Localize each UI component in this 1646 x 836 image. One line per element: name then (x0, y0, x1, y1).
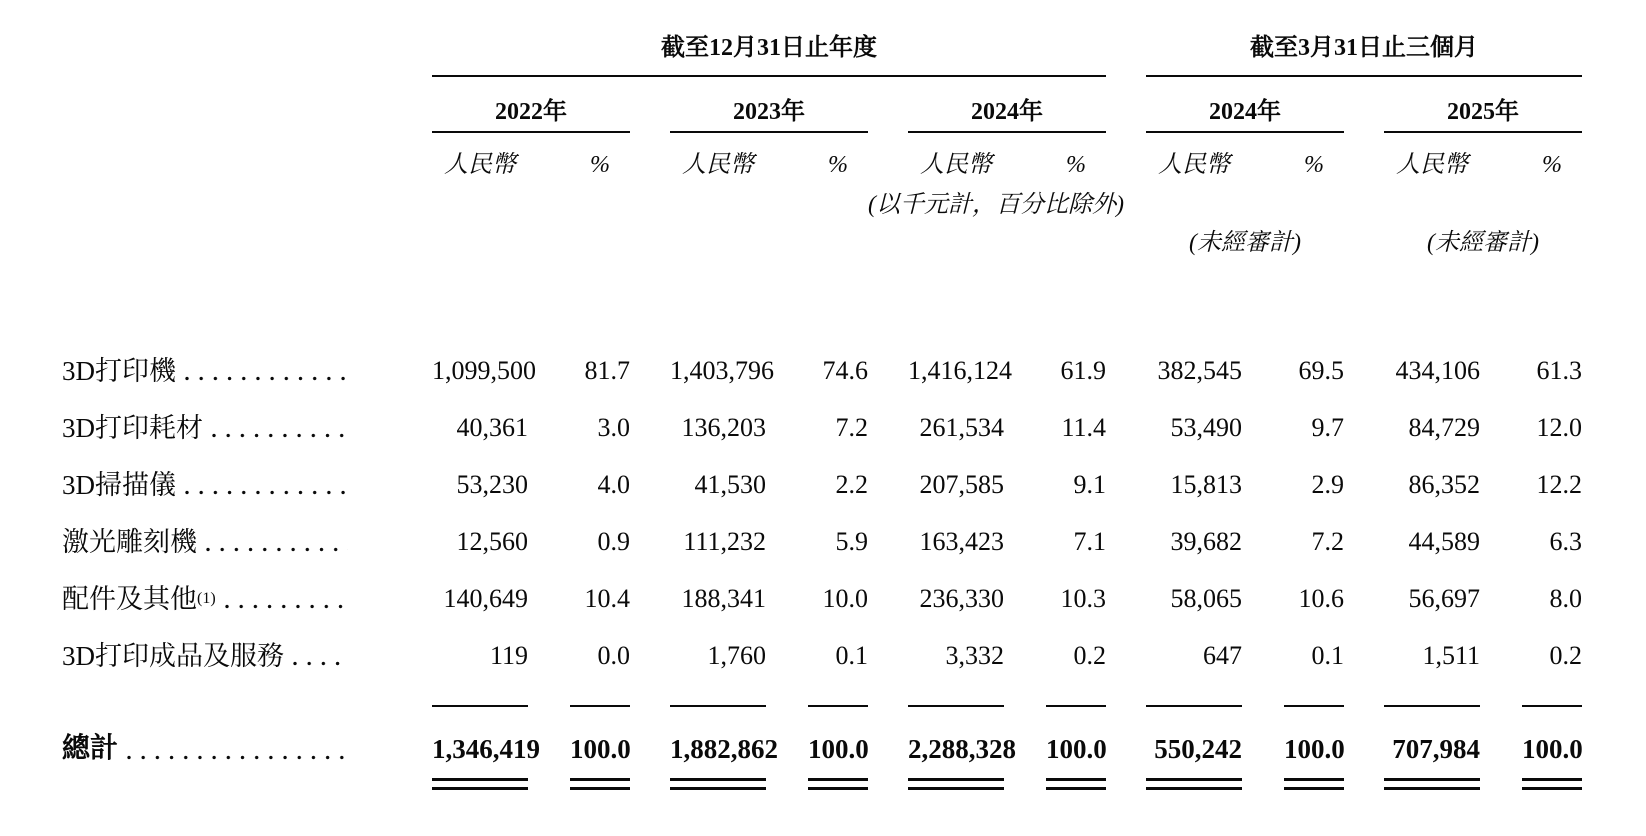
year-header: 2024年 (1146, 97, 1344, 133)
currency-header: 人民幣 (682, 152, 754, 178)
cell-percent: 6.3 (1549, 527, 1582, 556)
cell-value: 382,545 (1157, 356, 1242, 385)
rule (1384, 705, 1480, 707)
percent-header: % (590, 152, 610, 178)
cell-percent: 2.2 (835, 470, 868, 499)
cell-value: 1,416,124 (908, 356, 1012, 385)
period-header-annual: 截至12月31日止年度 (432, 33, 1106, 77)
currency-header: 人民幣 (1396, 152, 1468, 178)
unaudited-note: (未經審計) (1427, 230, 1539, 256)
row-label: 配件及其他 (62, 584, 197, 614)
cell-percent: 0.2 (1073, 641, 1106, 670)
total-label: 總計 (62, 733, 119, 764)
table-row (62, 356, 1646, 386)
units-note-row (62, 190, 1646, 220)
row-label: 激光雕刻機 (62, 527, 197, 557)
rule (1046, 705, 1106, 707)
cell-percent: 61.3 (1536, 356, 1582, 385)
footnote-ref: (1) (197, 590, 216, 607)
total-percent: 100.0 (808, 734, 869, 764)
dot-leader (185, 376, 348, 381)
total-value: 707,984 (1392, 734, 1480, 764)
cell-percent: 9.7 (1311, 413, 1344, 442)
year-header: 2022年 (432, 97, 630, 133)
total-percent: 100.0 (1284, 734, 1345, 764)
dot-leader (225, 604, 348, 609)
cell-value: 39,682 (1170, 527, 1242, 556)
double-rule (908, 778, 1004, 790)
row-label: 3D掃描儀 (62, 470, 176, 500)
cell-percent: 3.0 (597, 413, 630, 442)
total-value: 1,882,862 (670, 734, 778, 764)
total-double-rule-row (62, 778, 1646, 790)
year-group-2023 (670, 97, 868, 133)
rule (808, 705, 868, 707)
row-label: 3D打印耗材 (62, 413, 203, 443)
cell-value: 41,530 (694, 470, 766, 499)
cell-value: 58,065 (1170, 584, 1242, 613)
year-header: 2024年 (908, 97, 1106, 133)
cell-percent: 7.1 (1073, 527, 1106, 556)
cell-percent: 9.1 (1073, 470, 1106, 499)
table-row (62, 641, 1646, 671)
double-rule (570, 778, 630, 790)
year-group-2022 (432, 97, 630, 133)
total-value: 550,242 (1154, 734, 1242, 764)
cell-value: 119 (489, 641, 528, 670)
total-percent: 100.0 (570, 734, 631, 764)
cell-value: 3,332 (945, 641, 1004, 670)
cell-percent: 5.9 (835, 527, 868, 556)
cell-value: 53,230 (456, 470, 528, 499)
cell-value: 84,729 (1408, 413, 1480, 442)
percent-header: % (1304, 152, 1324, 178)
period-header-quarterly: 截至3月31日止三個月 (1146, 33, 1582, 77)
cell-percent: 81.7 (584, 356, 630, 385)
cell-value: 236,330 (919, 584, 1004, 613)
unit-header-row (62, 150, 1646, 180)
total-value: 2,288,328 (908, 734, 1016, 764)
cell-percent: 0.9 (597, 527, 630, 556)
cell-value: 111,232 (683, 527, 766, 556)
cell-value: 56,697 (1408, 584, 1480, 613)
cell-percent: 12.2 (1536, 470, 1582, 499)
table-row (62, 413, 1646, 443)
dot-leader (127, 755, 348, 760)
rule (570, 705, 630, 707)
cell-percent: 7.2 (1311, 527, 1344, 556)
table-row (62, 470, 1646, 500)
double-rule (1046, 778, 1106, 790)
period-header-row (62, 33, 1646, 77)
currency-header: 人民幣 (444, 152, 516, 178)
percent-header: % (828, 152, 848, 178)
dot-leader (212, 433, 348, 438)
percent-header: % (1542, 152, 1562, 178)
cell-percent: 0.1 (1311, 641, 1344, 670)
table-row (62, 584, 1646, 614)
double-rule (1384, 778, 1480, 790)
cell-percent: 0.1 (835, 641, 868, 670)
unaudited-note-row (62, 228, 1646, 258)
year-header-row (62, 97, 1646, 133)
cell-percent: 12.0 (1536, 413, 1582, 442)
double-rule (1146, 778, 1242, 790)
currency-header: 人民幣 (1158, 152, 1230, 178)
cell-value: 1,403,796 (670, 356, 774, 385)
double-rule (1522, 778, 1582, 790)
cell-value: 207,585 (919, 470, 1004, 499)
dot-leader (185, 490, 348, 495)
subtotal-rule-row (62, 705, 1646, 707)
cell-value: 434,106 (1395, 356, 1480, 385)
year-header: 2025年 (1384, 97, 1582, 133)
cell-value: 53,490 (1170, 413, 1242, 442)
year-header: 2023年 (670, 97, 868, 133)
rule (1284, 705, 1344, 707)
cell-percent: 69.5 (1298, 356, 1344, 385)
double-rule (1284, 778, 1344, 790)
rule (908, 705, 1004, 707)
cell-value: 647 (1203, 641, 1242, 670)
cell-value: 40,361 (456, 413, 528, 442)
double-rule (808, 778, 868, 790)
unaudited-note: (未經審計) (1189, 230, 1301, 256)
quarter-group-2025 (1384, 97, 1582, 133)
cell-value: 188,341 (681, 584, 766, 613)
cell-value: 1,099,500 (432, 356, 536, 385)
cell-value: 44,589 (1408, 527, 1480, 556)
total-row (62, 733, 1646, 765)
dot-leader (206, 547, 348, 552)
total-percent: 100.0 (1522, 734, 1583, 764)
rule (1146, 705, 1242, 707)
total-percent: 100.0 (1046, 734, 1107, 764)
cell-value: 15,813 (1170, 470, 1242, 499)
year-group-2024 (908, 97, 1106, 133)
quarter-group-2024 (1146, 97, 1344, 133)
double-rule (670, 778, 766, 790)
cell-value: 140,649 (443, 584, 528, 613)
dot-leader (293, 661, 348, 666)
cell-value: 136,203 (681, 413, 766, 442)
cell-value: 12,560 (456, 527, 528, 556)
row-label: 3D打印機 (62, 356, 176, 386)
cell-value: 86,352 (1408, 470, 1480, 499)
cell-percent: 10.6 (1298, 584, 1344, 613)
cell-value: 163,423 (919, 527, 1004, 556)
units-note: (以千元計，百分比除外) (868, 192, 1124, 218)
cell-percent: 8.0 (1549, 584, 1582, 613)
cell-value: 1,760 (707, 641, 766, 670)
total-value: 1,346,419 (432, 734, 540, 764)
cell-percent: 4.0 (597, 470, 630, 499)
row-label: 3D打印成品及服務 (62, 641, 284, 671)
double-rule (432, 778, 528, 790)
cell-value: 261,534 (919, 413, 1004, 442)
rule (432, 705, 528, 707)
cell-percent: 10.0 (822, 584, 868, 613)
currency-header: 人民幣 (920, 152, 992, 178)
rule (670, 705, 766, 707)
cell-value: 1,511 (1422, 641, 1480, 670)
cell-percent: 0.2 (1549, 641, 1582, 670)
cell-percent: 2.9 (1311, 470, 1344, 499)
cell-percent: 11.4 (1061, 413, 1106, 442)
cell-percent: 0.0 (597, 641, 630, 670)
cell-percent: 7.2 (835, 413, 868, 442)
rule (1522, 705, 1582, 707)
cell-percent: 61.9 (1060, 356, 1106, 385)
percent-header: % (1066, 152, 1086, 178)
cell-percent: 74.6 (822, 356, 868, 385)
cell-percent: 10.3 (1060, 584, 1106, 613)
cell-percent: 10.4 (584, 584, 630, 613)
table-row (62, 527, 1646, 557)
